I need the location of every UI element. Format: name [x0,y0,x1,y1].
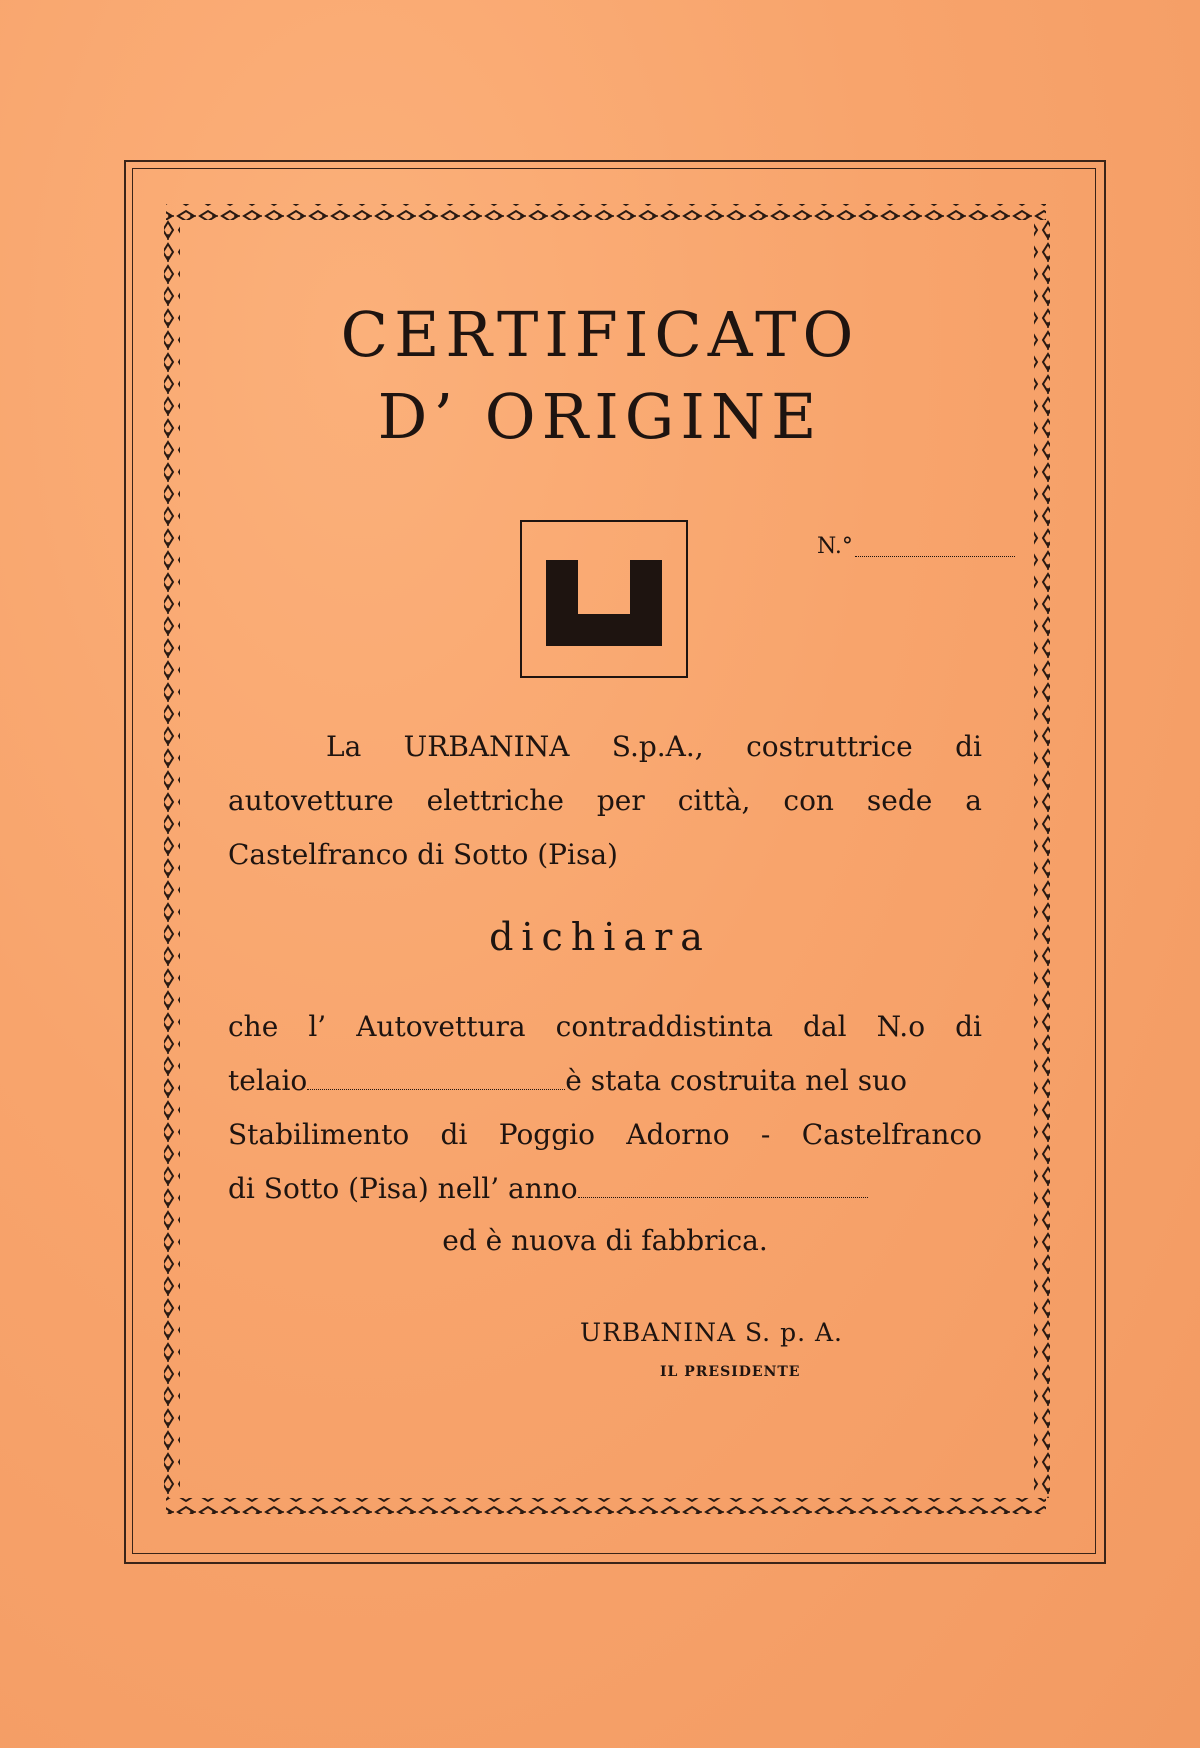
body-line-4 [228,1162,982,1216]
year-label: di Sotto (Pisa) nell’ anno [228,1172,578,1205]
body-line-2 [228,1054,982,1108]
chassis-number-field-line [307,1088,565,1090]
body-line-5: ed è nuova di fabbrica. [442,1224,768,1257]
intro-line-3: Castelfranco di Sotto (Pisa) [228,838,618,871]
number-label: N.° [817,534,853,559]
body-line-1: che l’ Autovettura contraddistinta dal N.o di [228,1010,982,1043]
signature-company: URBANINA S. p. A. [580,1318,843,1347]
number-field-line [855,556,1015,557]
intro-line-2: autovetture elettriche per città, con sede a [228,784,982,817]
urbanina-logo-u-icon [546,560,662,646]
body-line-3: Stabilimento di Poggio Adorno - Castelfranco [228,1118,982,1151]
declares-heading: dichiara [489,915,711,959]
certificate-title-line2: D’ ORIGINE [377,380,823,453]
intro-line-1: La URBANINA S.p.A., costruttrice di [326,730,982,763]
chassis-label: telaio [228,1064,308,1097]
body-line-2-rest: è stata costruita nel suo [565,1064,908,1097]
certificate-title-line1: CERTIFICATO [340,298,860,371]
year-field-line [578,1196,868,1198]
signature-title: IL PRESIDENTE [660,1364,801,1380]
